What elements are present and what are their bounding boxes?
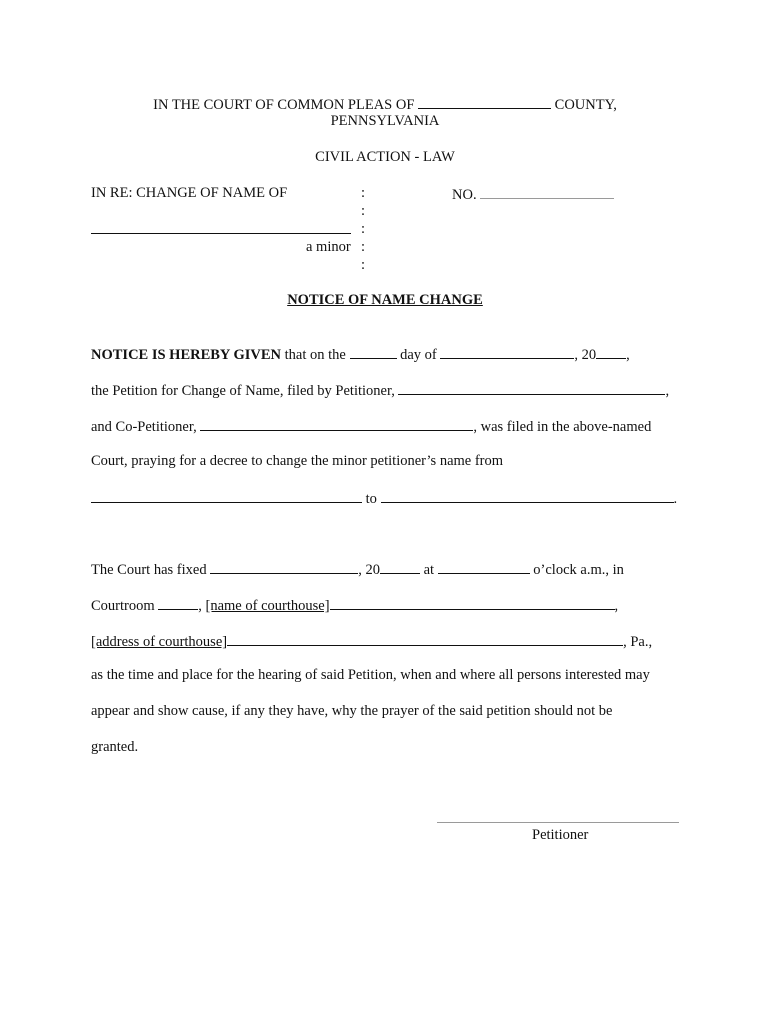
- paragraph-line-3: [91, 416, 651, 436]
- co-petitioner-name-blank[interactable]: [200, 416, 473, 431]
- text-fragment: the Petition for Change of Name, filed by Petitioner,: [91, 383, 395, 399]
- paragraph-line-2: [91, 380, 669, 400]
- document-title: [0, 291, 770, 309]
- text-fragment: ,: [198, 598, 202, 614]
- court-prefix: IN THE COURT OF COMMON PLEAS OF: [153, 97, 415, 113]
- paragraph-line-4: Court, praying for a decree to change the minor petitioner’s name from: [91, 453, 504, 469]
- signature-line[interactable]: [437, 822, 679, 823]
- courthouse-address-placeholder[interactable]: [address of courthouse]: [91, 634, 228, 650]
- text-fragment: .: [673, 491, 678, 507]
- courthouse-address-blank[interactable]: [227, 631, 623, 646]
- text-fragment: ,: [665, 383, 670, 399]
- signature-label: Petitioner: [532, 827, 589, 843]
- minor-label: a minor: [306, 239, 351, 255]
- caption-colon: :: [361, 185, 366, 201]
- text-fragment: o’clock a.m., in: [533, 562, 624, 578]
- text-fragment: Courtroom: [91, 598, 155, 614]
- civil-action-heading: CIVIL ACTION - LAW: [315, 149, 455, 165]
- text-fragment: , 20: [358, 562, 380, 578]
- year-blank[interactable]: [596, 344, 626, 359]
- text-fragment: The Court has fixed: [91, 562, 207, 578]
- caption-colon: :: [361, 239, 366, 255]
- month-blank[interactable]: [440, 344, 574, 359]
- docket-label: NO.: [452, 187, 477, 203]
- paragraph-line-10: appear and show cause, if any they have, why the prayer of the said petition should not be: [91, 703, 613, 719]
- notice-bold: NOTICE IS HEREBY GIVEN: [91, 347, 282, 363]
- county-blank[interactable]: [418, 94, 551, 109]
- caption-colon: :: [361, 203, 366, 219]
- current-name-blank[interactable]: [91, 488, 362, 503]
- minor-name-blank[interactable]: [91, 233, 351, 234]
- text-fragment: ,: [614, 598, 619, 614]
- text-fragment: , Pa.,: [623, 634, 653, 650]
- hearing-date-blank[interactable]: [210, 559, 358, 574]
- county-label: COUNTY,: [554, 97, 617, 113]
- text-fragment: , was filed in the above-named: [473, 419, 652, 435]
- paragraph-line-11: granted.: [91, 739, 139, 755]
- in-re-label: IN RE: CHANGE OF NAME OF: [91, 185, 288, 201]
- day-blank[interactable]: [350, 344, 397, 359]
- docket-number-blank[interactable]: [480, 184, 614, 199]
- title-text: NOTICE OF NAME CHANGE: [287, 292, 483, 308]
- hearing-year-blank[interactable]: [380, 559, 420, 574]
- text-fragment: , 20: [574, 347, 597, 363]
- text-fragment: that on the: [284, 347, 346, 363]
- paragraph-line-9: as the time and place for the hearing of said Petition, when and where all persons interested may: [91, 667, 650, 683]
- courthouse-name-blank[interactable]: [330, 595, 615, 610]
- hearing-time-blank[interactable]: [438, 559, 530, 574]
- state-heading: PENNSYLVANIA: [330, 113, 440, 129]
- text-fragment: day of: [400, 347, 437, 363]
- courthouse-name-placeholder[interactable]: [name of courthouse]: [205, 598, 330, 614]
- caption-colon: :: [361, 257, 366, 273]
- caption-colon: :: [361, 221, 366, 237]
- court-heading: [0, 94, 770, 114]
- courtroom-blank[interactable]: [158, 595, 198, 610]
- text-fragment: ,: [626, 347, 630, 363]
- text-fragment: at: [423, 562, 435, 578]
- paragraph-line-6: [91, 559, 624, 579]
- docket-number: [452, 184, 614, 204]
- text-fragment: to: [365, 491, 377, 507]
- paragraph-line-7: [91, 595, 618, 615]
- paragraph-line-5: [91, 488, 677, 508]
- petitioner-name-blank[interactable]: [398, 380, 665, 395]
- text-fragment: and Co-Petitioner,: [91, 419, 197, 435]
- paragraph-line-1: [91, 344, 630, 364]
- paragraph-line-8: [91, 631, 652, 651]
- new-name-blank[interactable]: [381, 488, 674, 503]
